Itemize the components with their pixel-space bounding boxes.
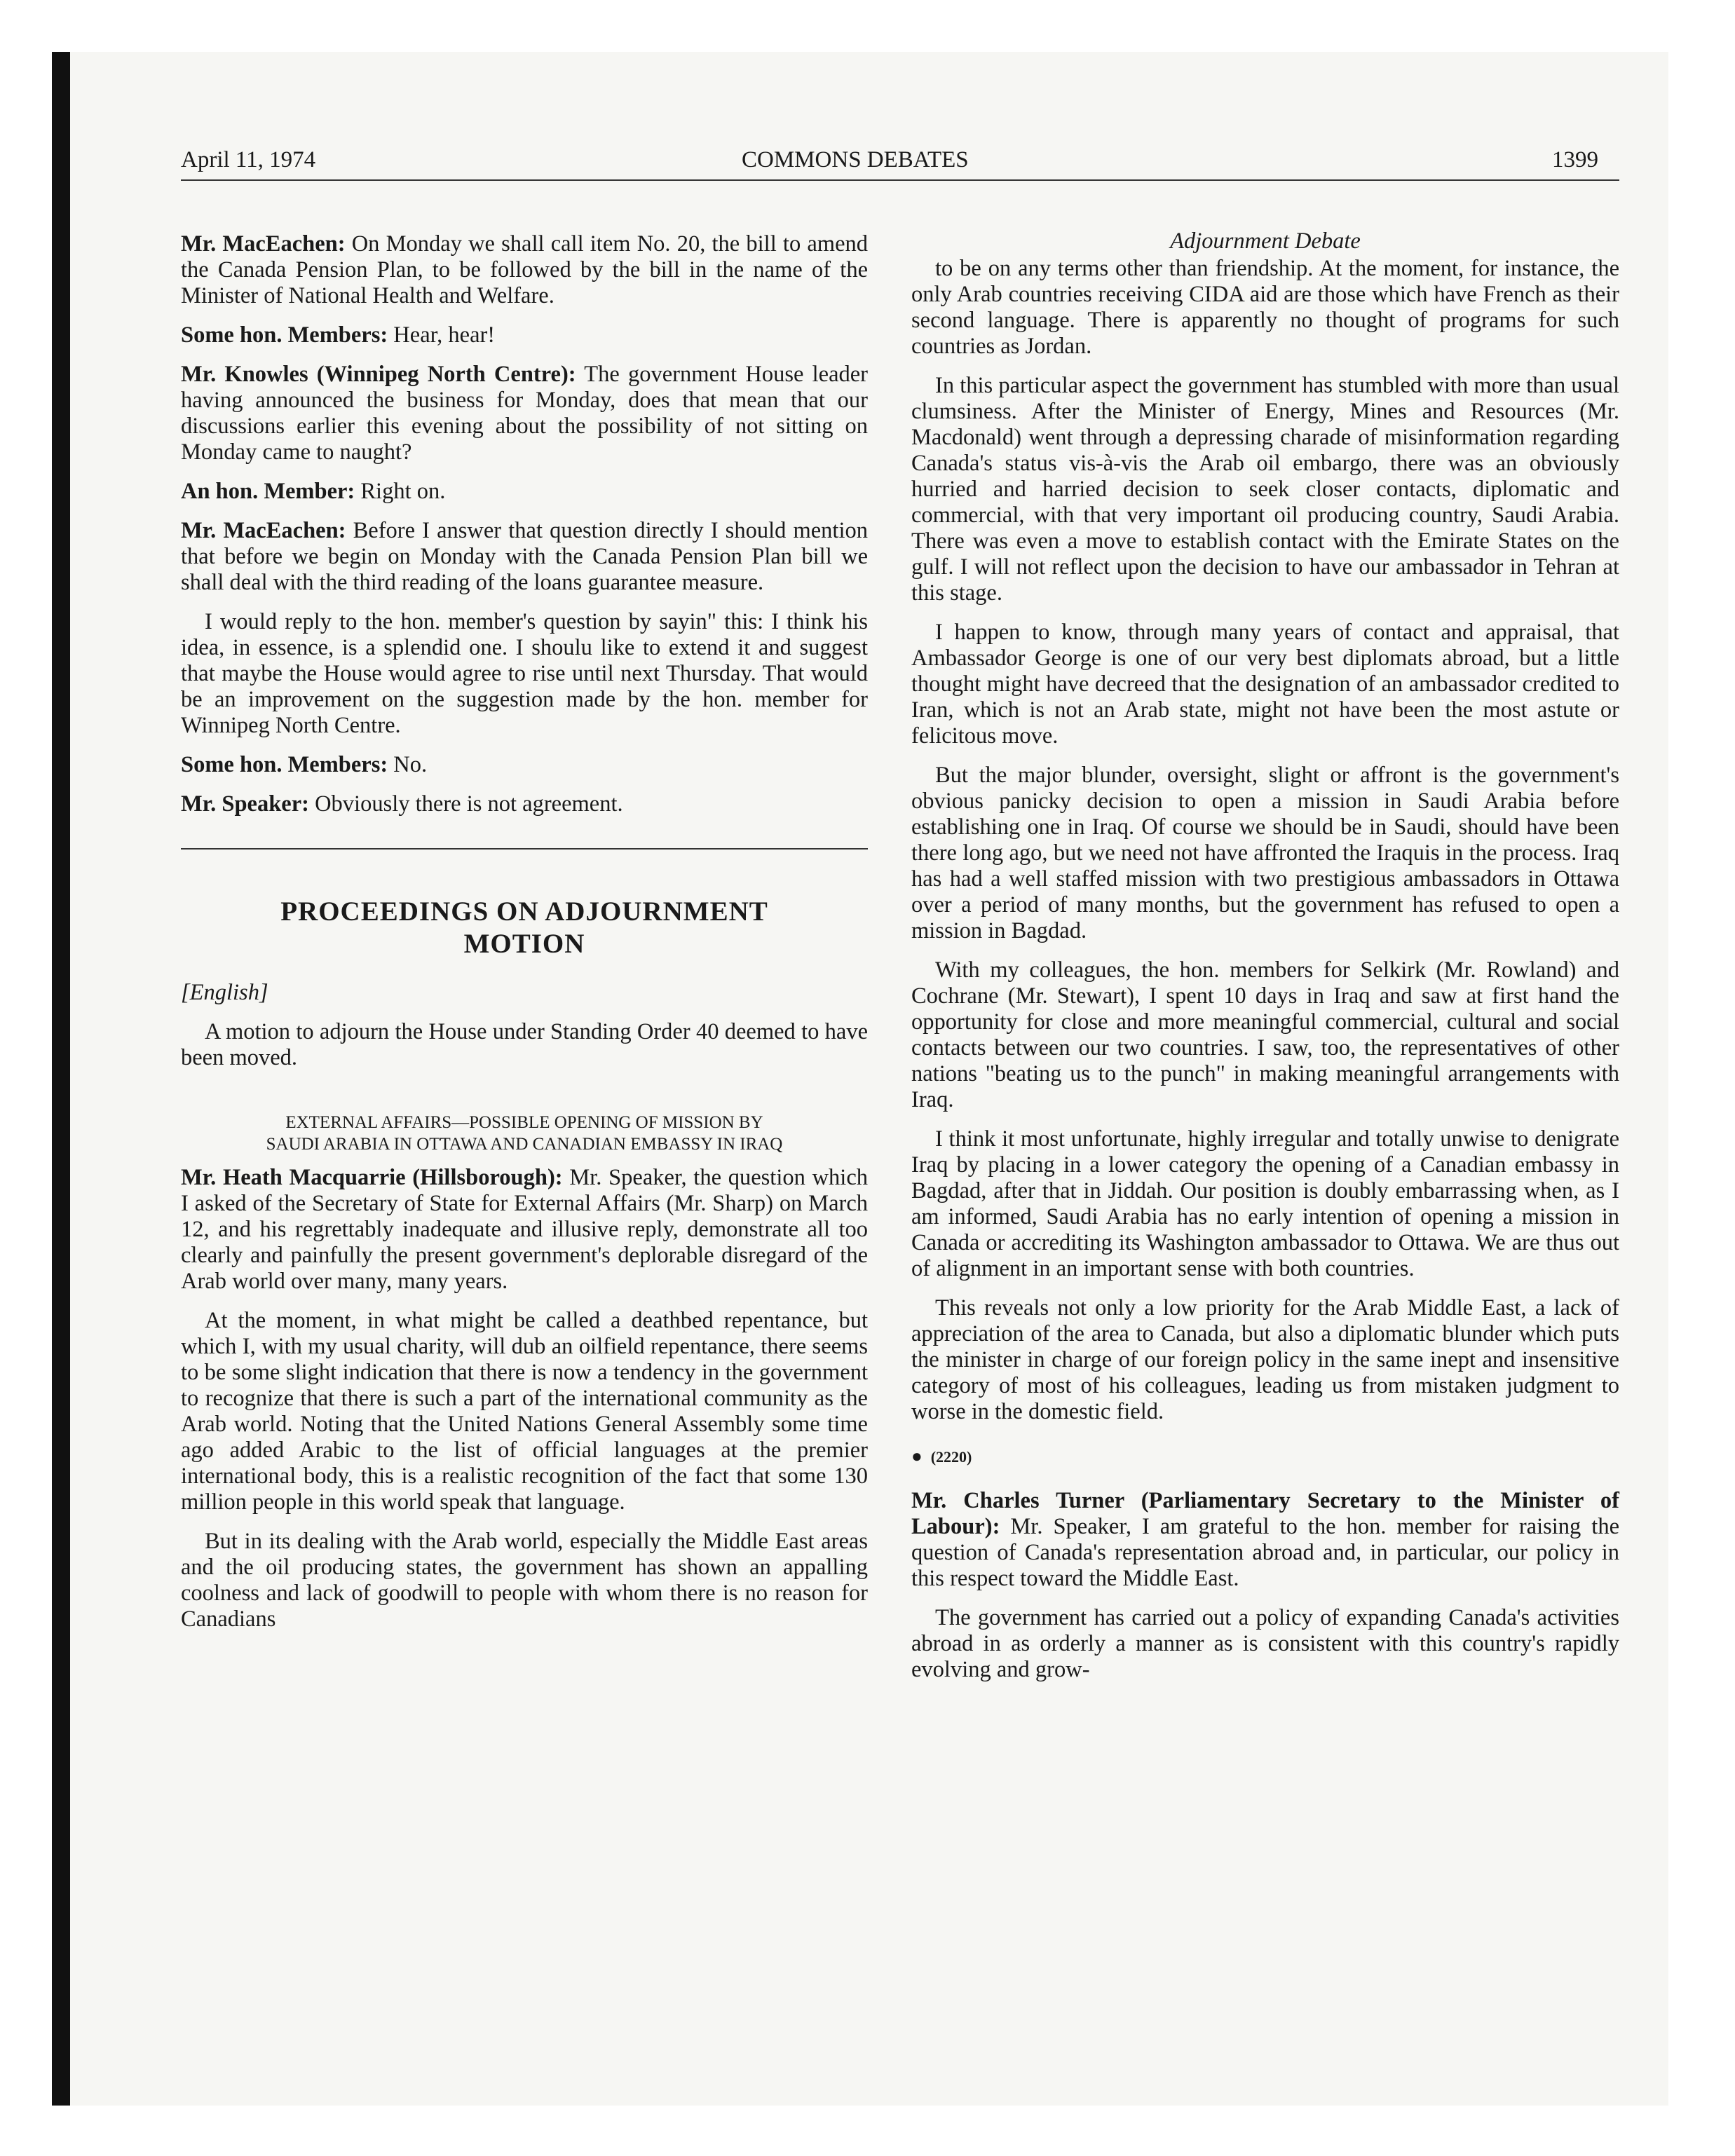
speaker-name: Some hon. Members: — [181, 322, 388, 348]
paragraph — [181, 1529, 868, 1632]
paragraph — [911, 620, 1619, 749]
paragraph — [181, 1165, 868, 1295]
paragraph — [911, 957, 1619, 1113]
paragraph — [181, 362, 868, 465]
paragraph — [911, 256, 1619, 360]
paragraph — [911, 1126, 1619, 1282]
header-date: April 11, 1974 — [181, 147, 316, 172]
paragraph-text: Before I answer that question directly I should mention that before we begin on Monday with the Canada Pension Plan bill we shall deal with the third reading of the loans guarantee measure. — [181, 518, 868, 595]
paragraph-text: I would reply to the hon. member's question by sayin" this: I think his idea, in essence, is a splendid one. I shoulu like to extend it and suggest that maybe the House would agree to rise until next Thursday. That would be an improvement on the suggestion made by the hon. member for Winnipeg North Centre. — [181, 609, 868, 738]
speaker-name: Mr. MacEachen: — [181, 231, 346, 257]
paragraph — [181, 1308, 868, 1515]
subject-line1: EXTERNAL AFFAIRS—POSSIBLE OPENING OF MISSION BY — [285, 1113, 763, 1132]
paragraph-text: I happen to know, through many years of contact and appraisal, that Ambassador George is one of our very best diplomats abroad, but a little thought might have decreed that the designation of an ambassador credited to Iran, which is not an Arab state, might not have been the most astute or felicitous move. — [911, 620, 1619, 749]
language-tag: [English] — [181, 980, 268, 1005]
right-paragraphs-top — [911, 256, 1619, 1425]
scan-edge — [52, 52, 70, 2106]
paragraph-text: At the moment, in what might be called a deathbed repentance, but which I, with my usual charity, will dub an oilfield repentance, there seems to be some slight indication that there is now a tendency in the government to recognize that there is such a part of the international community as the Arab world. Noting that the United Nations General Assembly some time ago added Arabic to the list of official languages at the premier international body, this is a realistic recognition of the fact that some 130 million people in this world speak that language. — [181, 1308, 868, 1515]
speaker-name: Mr. Heath Macquarrie (Hillsborough): — [181, 1165, 563, 1190]
header-rule — [181, 179, 1619, 181]
running-head: Adjournment Debate — [1170, 228, 1361, 254]
paragraph-text: Hear, hear! — [388, 322, 496, 348]
paragraph-text: But the major blunder, oversight, slight or affront is the government's obvious panicky decision to open a mission in Saudi Arabia before establishing one in Iraq. Of course we should be in Saudi, should have been there long ago, but we need not have affronted the Iraquis in the process. Iraq has had a well staffed mission with two prestigious ambassadors in Ottawa over a period of many months, but the government has refused to open a mission in Bagdad. — [911, 763, 1619, 943]
paragraph — [911, 373, 1619, 606]
paragraph-text: In this particular aspect the government has stumbled with more than usual clumsiness. After the Minister of Energy, Mines and Resources (Mr. Macdonald) went through a depressing charade of misinformation regarding Canada's status vis-à-vis the Arab oil embargo, there was an obviously hurried and harried decision to seek closer contacts, diplomatic and commercial, with that very important oil producing country, Saudi Arabia. There was even a move to establish contact with the Emirate States on the gulf. I will not reflect upon the decision to have our ambassador in Tehran at this stage. — [911, 373, 1619, 606]
left-paragraphs-bottom — [181, 1165, 868, 1632]
paragraph-text: Right on. — [355, 479, 446, 504]
subject-heading — [181, 1112, 868, 1155]
left-column — [181, 231, 868, 1646]
speaker-name: Some hon. Members: — [181, 752, 388, 777]
speaker-name: Mr. Charles Turner (Parliamentary Secretary to the Minister of Labour): — [911, 1488, 1619, 1539]
right-paragraphs-bottom — [911, 1488, 1619, 1683]
speaker-name: Mr. Knowles (Winnipeg North Centre): — [181, 362, 576, 387]
header-publication: COMMONS DEBATES — [742, 147, 969, 172]
paragraph-text: I think it most unfortunate, highly irregular and totally unwise to denigrate Iraq by placing in a lower category the opening of a Canadian embassy in Bagdad, after that in Jiddah. Our position is doubly embarrassing when, as I am informed, Saudi Arabia has no early intention of opening a mission in Canada or accrediting its Washington ambassador to Ottawa. We are thus out of alignment in an important sense with both countries. — [911, 1126, 1619, 1281]
right-column — [911, 228, 1619, 1696]
section-title — [181, 896, 868, 960]
paragraph — [911, 1295, 1619, 1425]
paragraph-text: On Monday we shall call item No. 20, the bill to amend the Canada Pension Plan, to be followed by the bill in the name of the Minister of National Health and Welfare. — [181, 231, 868, 308]
paragraph — [181, 752, 868, 778]
section-divider — [181, 848, 868, 850]
speaker-name: Mr. Speaker: — [181, 791, 309, 817]
paragraph — [181, 231, 868, 309]
header-page-number: 1399 — [1552, 147, 1598, 172]
time-stamp — [911, 1443, 1619, 1470]
paragraph-text: The government House leader having announced the business for Monday, does that mean that our discussions earlier this evening about the possibility of not sitting on Monday came to naught? — [181, 362, 869, 465]
paragraph-text: No. — [388, 752, 428, 777]
time-stamp-text: (2220) — [930, 1448, 972, 1466]
left-paragraphs-top — [181, 231, 868, 817]
speaker-name: An hon. Member: — [181, 479, 355, 504]
motion-text: A motion to adjourn the House under Standing Order 40 deemed to have been moved. — [181, 1019, 868, 1070]
paragraph — [911, 1605, 1619, 1683]
subject-line2: SAUDI ARABIA IN OTTAWA AND CANADIAN EMBASSY IN IRAQ — [266, 1135, 783, 1154]
paragraph-text: But in its dealing with the Arab world, especially the Middle East areas and the oil producing states, the government has shown an appalling coolness and lack of goodwill to people with whom there is no reason for Canadians — [181, 1529, 868, 1632]
speaker-name: Mr. MacEachen: — [181, 518, 346, 543]
paragraph — [911, 763, 1619, 944]
paragraph — [181, 322, 868, 348]
paragraph-text: Mr. Speaker, I am grateful to the hon. member for raising the question of Canada's representation abroad and, in particular, our policy in this respect toward the Middle East. — [911, 1514, 1619, 1591]
paragraph — [181, 479, 868, 505]
paragraph-text: to be on any terms other than friendship. At the moment, for instance, the only Arab countries receiving CIDA aid are those which have French as their second language. There is apparently no thought of programs for such countries as Jordan. — [911, 256, 1619, 359]
section-title-line1: PROCEEDINGS ON ADJOURNMENT — [280, 896, 768, 927]
paragraph — [181, 609, 868, 739]
paragraph-text: The government has carried out a policy of expanding Canada's activities abroad in as orderly a manner as is consistent with this country's rapidly evolving and grow- — [911, 1605, 1619, 1682]
paragraph — [181, 518, 868, 596]
paragraph — [911, 1488, 1619, 1592]
section-title-line2: MOTION — [463, 929, 585, 959]
paragraph-text: Obviously there is not agreement. — [308, 791, 623, 817]
bullet-icon: ● — [911, 1446, 923, 1466]
paragraph-text: With my colleagues, the hon. members for Selkirk (Mr. Rowland) and Cochrane (Mr. Stewart), I spent 10 days in Iraq and saw at first hand the opportunity for close and more meaningful commercial, cultural and social contacts between our two countries. I saw, too, the representatives of other nations "beating us to the punch" in making meaningful arrangements with Iraq. — [911, 957, 1619, 1112]
paragraph-text: Mr. Speaker, the question which I asked of the Secretary of State for External Affairs (Mr. Sharp) on March 12, and his regrettably inadequate and illusive reply, demonstrate all too clearly and painfully the present government's deplorable disregard of the Arab world over many, many years. — [181, 1165, 869, 1294]
paragraph-text: This reveals not only a low priority for the Arab Middle East, a lack of appreciation of the area to Canada, but also a diplomatic blunder which puts the minister in charge of our foreign policy in the same inept and insensitive category of most of his colleagues, leading us from mistaken judgment to worse in the domestic field. — [911, 1295, 1619, 1424]
paragraph — [181, 791, 868, 817]
